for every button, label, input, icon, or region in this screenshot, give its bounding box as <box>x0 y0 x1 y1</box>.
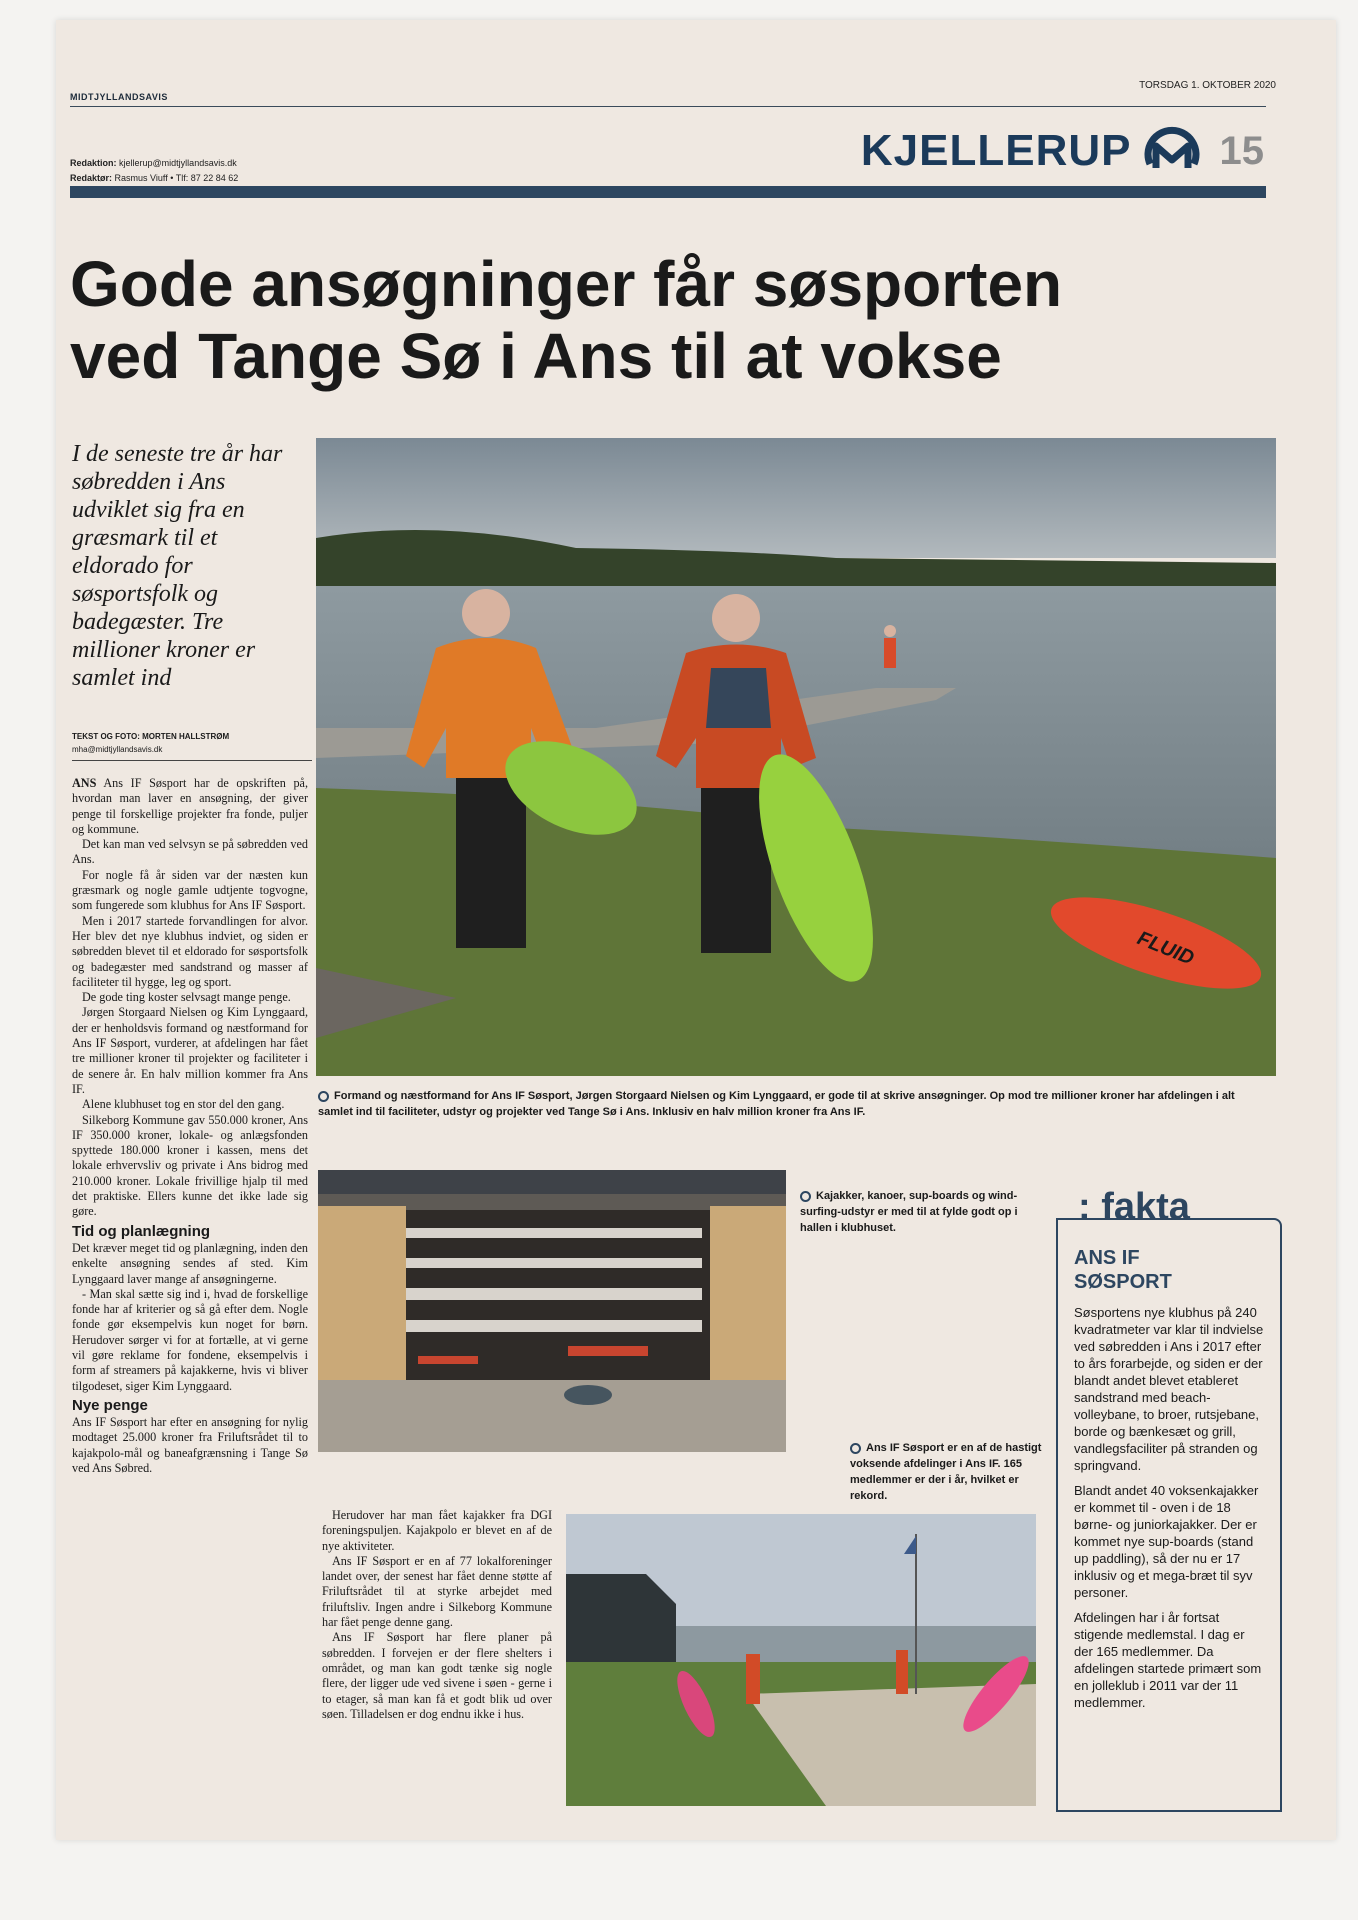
mjav-logo-icon <box>1142 124 1202 178</box>
section-name: KJELLERUP <box>860 126 1132 175</box>
fakta-text: Søsportens nye klubhus på 240 kvadratmeter var klar til indvielse ved søbredden i Ans i 2017 efter to års forarbejde, og siden er der blandt andet blevet etableret sandstrand med beach-volleybane, to broer, rutsjebane, borde og bænkesæt og grill, vandlegsfaciliter på stranden og springvand. Blandt andet 40 voksenkajakker er kommet til - oven i de 18 børne- og juniorkajakker. Der er kommet nye sup-boards (stand up paddling), så der nu er 17 inklusiv og et mega-bræt til syv personer. Afdelingen har i år fortsat stigende medlemstal. I dag er der 165 medlemmer. Da afdelingen startede primært som en jolleklub i 2011 var der 11 medlemmer. <box>1074 1305 1264 1710</box>
headline-line-2: ved Tange Sø i Ans til at vokse <box>70 320 1002 392</box>
byline-author: TEKST OG FOTO: MORTEN HALLSTRØM <box>72 732 230 741</box>
main-photo-caption: Formand og næstformand for Ans IF Søsport, Jørgen Storgaard Nielsen og Kim Lynggaard, er gode til at skrive ansøgninger. Op mod tre millioner kroner har afdelingen i alt samlet ind til faciliteter, udstyr og projekter ved Tange Sø i Ans. Inklusiv en halv million kroner fra Ans IF. <box>318 1090 1235 1118</box>
dateline: ANS <box>72 776 97 790</box>
newspaper-page <box>56 20 1336 1840</box>
byline <box>72 730 312 761</box>
contact-info <box>70 156 238 186</box>
hall-photo-caption: Kajakker, kanoer, sup-boards og wind-surfing-udstyr er med til at fylde godt op i hallen i klubhuset. <box>800 1190 1018 1234</box>
beach-photo <box>566 1514 1036 1806</box>
subhead-tid-og-planlaegning: Tid og planlægning <box>72 1222 211 1240</box>
editorial-email: kjellerup@midtjyllandsavis.dk <box>119 158 237 168</box>
headline <box>70 248 1170 392</box>
fakta-tag: : fakta <box>1078 1186 1190 1228</box>
section-header <box>861 124 1264 178</box>
section-bar <box>70 186 1266 198</box>
editor-label: Redaktør: <box>70 173 113 183</box>
hall-photo <box>318 1170 786 1452</box>
kayak-brand-label: FLUID <box>1134 927 1197 970</box>
caption-bullet-icon <box>318 1091 329 1102</box>
editor-contact: Rasmus Viuff • Tlf: 87 22 84 62 <box>114 173 239 183</box>
masthead: MIDTJYLLANDSAVIS <box>70 92 168 102</box>
caption-bullet-icon <box>800 1191 811 1202</box>
header-rule <box>70 106 1266 107</box>
subhead-nye-penge: Nye penge <box>72 1396 148 1414</box>
byline-email: mha@midtjyllandsavis.dk <box>72 745 163 754</box>
editorial-label: Redaktion: <box>70 158 117 168</box>
article-column-1: ANS Ans IF Søsport har de opskriften på, hvordan man laver en ansøgning, der giver penge til forskellige projekter fra fonde, puljer og kommune. Det kan man ved selvsyn se på søbredden ved Ans. For nogle få år siden var der næsten kun græsmark og nogle gamle udtjente togvogne, som fungerede som klubhus for Ans IF Søsport. Men i 2017 startede forvandlingen for alvor. Her blev det nye klubhus indviet, og siden er søbredden blevet til et eldorado for søsportsfolk og badegæster med sandstrand og masser af faciliteter til hygge, leg og sport. De gode ting koster selvsagt mange penge. Jørgen Storgaard Nielsen og Kim Lynggaard, der er henholdsvis formand og næstformand for Ans IF Søsport, vurderer, at afdelingen har fået tre millioner kroner til projekter og faciliteter i de senere år. En halv million kommer fra Ans IF. Alene klubhuset tog en stor del den gang. Silkeborg Kommune gav 550.000 kroner, Ans IF 350.000 kroner, lokale- og anlægsfonden spyttede 180.000 kroner i kassen, mens det lokale erhvervsliv og private i Ans bidrog med 210.000 kroner. Lokale frivillige hjalp til med det praktiske. Ellers kunne det ikke lade sig gøre. Tid og planlægning Det kræver meget tid og planlægning, inden den enkelte ansøgning sendes af sted. Kim Lynggaard laver mange af ansøgningerne. - Man skal sætte sig ind i, hvad de forskellige fonde har af kriterier og så gå efter dem. Nogle fonde gør eksempelvis kun noget for børn. Herudover sørger vi for at fortælle, at vi gerne vil gøre reklame for fondene, eksempelvis i form af streamers på kajakkerne, hvis vi bliver tilgodeset, siger Kim Lynggaard. Nye penge Ans IF Søsport har efter en ansøgning for nylig modtaget 25.000 kroner fra Friluftsrådet til to kajakpolo-mål og baneafgrænsning i Tange Sø ved Ans Søbred. <box>72 776 308 1476</box>
article-column-2: Herudover har man fået kajakker fra DGI foreningspuljen. Kajakpolo er blevet en af de nye aktiviteter. Ans IF Søsport er en af 77 lokalforeninger landet over, der senest har fået denne støtte af Friluftsrådet til at styrke arbejdet med friluftsliv. Ingen andre i Silkeborg Kommune har fået penge denne gang. Ans IF Søsport har flere planer på søbredden. I forvejen er der flere shelters i området, og man kan godt tænke sig nogle flere, der ligger ude ved sivene i søen - gerne i to etager, så man kan få et godt blik ud over søen. Tilladelsen er dog endnu ikke i hus. <box>322 1508 552 1721</box>
caption-bullet-icon <box>850 1443 861 1454</box>
fakta-title: ANS IF SØSPORT <box>1074 1247 1172 1293</box>
page-number: 15 <box>1219 128 1264 173</box>
beach-photo-caption: Ans IF Søsport er en af de hastigt voksende afdelinger i Ans IF. 165 medlemmer er der i år, hvilket er rekord. <box>850 1442 1042 1502</box>
issue-date: TORSDAG 1. OKTOBER 2020 <box>1139 80 1276 91</box>
headline-line-1: Gode ansøgninger får søsporten <box>70 248 1063 320</box>
article-intro: I de seneste tre år har søbredden i Ans udviklet sig fra en græsmark til et eldorado for søsportsfolk og badegæster. Tre millioner kroner er samlet ind <box>72 441 283 691</box>
main-photo <box>316 438 1276 1076</box>
